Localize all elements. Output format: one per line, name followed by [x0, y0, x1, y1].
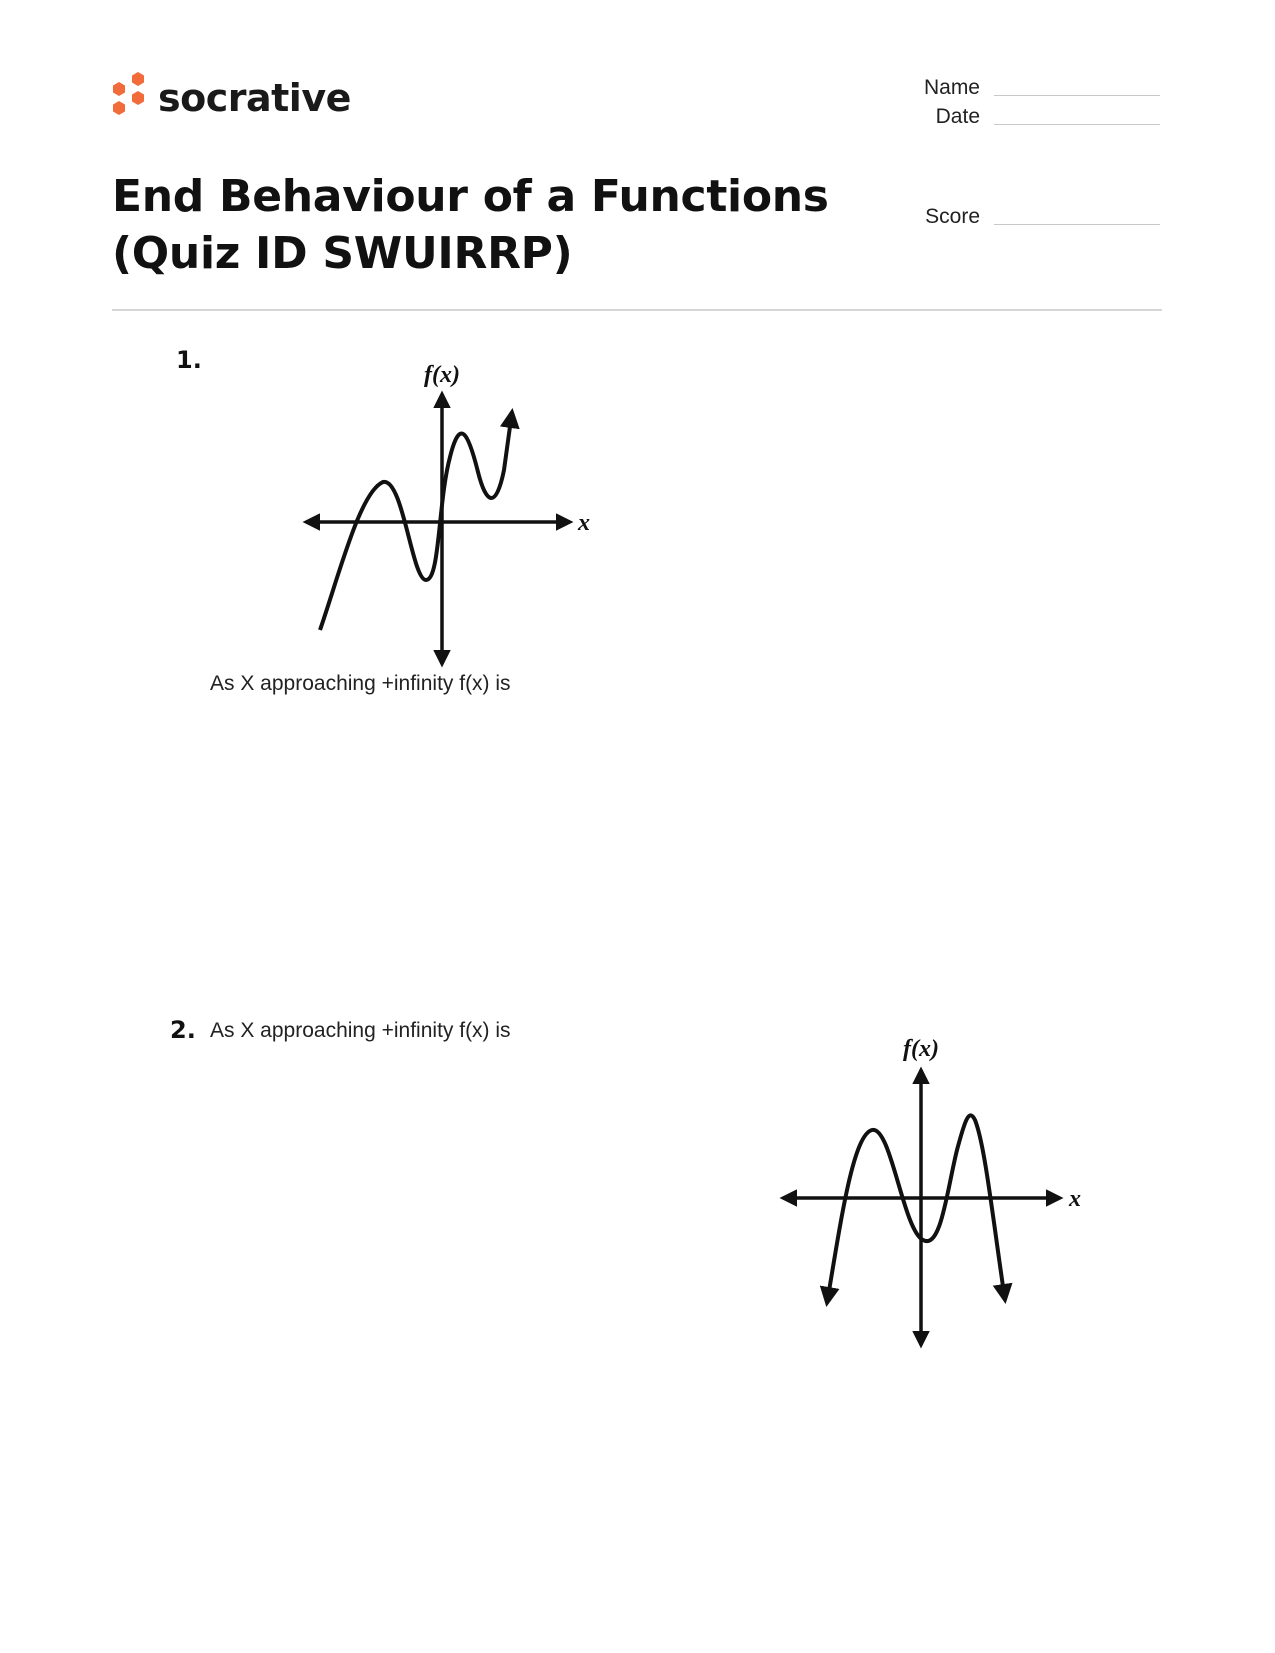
question-1-number: 1.	[176, 346, 202, 374]
question-1-x-axis-label: x	[578, 510, 590, 536]
question-1-prompt: As X approaching +infinity f(x) is	[210, 672, 511, 695]
date-label: Date	[935, 105, 980, 128]
page-title	[112, 168, 872, 282]
question-2-number: 2.	[170, 1016, 196, 1044]
name-line[interactable]	[994, 95, 1160, 96]
question-2-y-axis-label: f(x)	[903, 1036, 939, 1062]
question-2-prompt: As X approaching +infinity f(x) is	[210, 1019, 511, 1042]
score-field[interactable]	[860, 205, 1160, 229]
hexagon-cluster-icon	[110, 72, 150, 124]
name-label: Name	[923, 76, 980, 99]
question-1-graph	[300, 352, 610, 672]
title-line-2: (Quiz ID SWUIRRP)	[112, 228, 573, 279]
date-field[interactable]	[860, 105, 1160, 129]
score-line[interactable]	[994, 224, 1160, 225]
question-1-y-axis-label: f(x)	[424, 362, 460, 388]
question-2-axes	[783, 1070, 1060, 1345]
score-label: Score	[925, 205, 980, 228]
name-field[interactable]	[860, 76, 1160, 100]
header-divider	[112, 309, 1162, 311]
date-line[interactable]	[994, 124, 1160, 125]
brand-name: socrative	[158, 76, 351, 120]
question-2-graph	[775, 1020, 1095, 1355]
question-2-curve	[827, 1115, 1005, 1303]
title-line-1: End Behaviour of a Functions	[112, 171, 829, 222]
question-2-x-axis-label: x	[1069, 1186, 1081, 1212]
socrative-logo	[110, 72, 351, 124]
